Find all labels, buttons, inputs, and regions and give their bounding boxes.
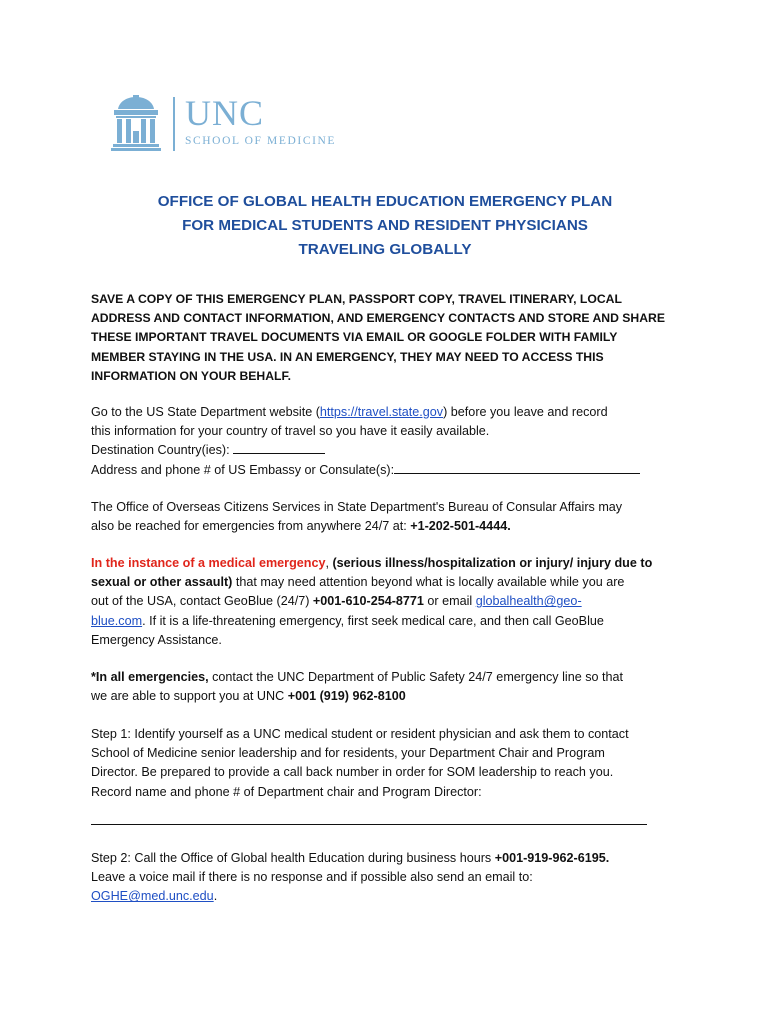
state-dept-line-1 [91,403,691,422]
medical-emergency-heading: In the instance of a medical emergency [91,556,326,570]
travel-state-gov-link[interactable]: https://travel.state.gov [319,405,444,419]
logo-divider [173,97,175,151]
all-emergencies-line-1 [91,668,691,687]
logo-wordmark [185,95,336,147]
logo-subtitle: SCHOOL OF MEDICINE [185,135,337,147]
embassy-label: Address and phone # of US Embassy or Consulate(s): [91,462,395,477]
step-1-section [91,725,691,802]
state-dept-text: Go to the US State Department website ( [91,405,320,419]
overseas-section [91,498,691,536]
save-notice-line: MEMBER STAYING IN THE USA. IN AN EMERGENCY, THEY MAY NEED TO ACCESS THIS [91,349,604,364]
medical-line-5: Emergency Assistance. [91,632,222,647]
state-dept-line-2: this information for your country of travel so you have it easily available. [91,424,490,439]
step-1-line: Record name and phone # of Department chair and Program Director: [91,784,482,799]
title-line-1: OFFICE OF GLOBAL HEALTH EDUCATION EMERGENCY PLAN [157,193,613,210]
save-notice-line: ADDRESS AND CONTACT INFORMATION, AND EMERGENCY CONTACTS AND STORE AND SHARE [91,311,665,326]
step-2-text: Step 2: Call the Office of Global health Education during business hours [91,851,495,865]
step-2-section [91,849,691,907]
destination-blank[interactable] [233,441,325,454]
medical-text: that may need attention beyond what is locally available while you are [232,575,625,590]
step-1-line: School of Medicine senior leadership and for residents, your Department Chair and Program [91,746,605,761]
medical-bold-text: (serious illness/hospitalization or injury/ injury due to [332,556,653,570]
geoblue-email-link[interactable]: blue.com [91,613,143,628]
all-emergencies-text: contact the UNC Department of Public Safety 24/7 emergency line so that [208,670,624,684]
save-notice-line: INFORMATION ON YOUR BEHALF. [91,368,291,383]
save-notice [91,290,691,386]
oghe-phone: +001-919-962-6195. [494,851,610,865]
destination-label: Destination Country(ies): [91,443,234,458]
step-2-line-1 [91,849,691,868]
department-chair-blank[interactable] [91,824,647,825]
embassy-blank[interactable] [394,461,640,474]
consular-phone: +1-202-501-4444. [410,519,511,534]
medical-text: , [325,556,333,570]
step-2-line-3 [91,887,691,906]
step-2-line-2: Leave a voice mail if there is no response and if possible also send an email to: [91,870,533,885]
unc-logo [111,95,336,155]
medical-line-1 [91,554,691,573]
document-title [0,190,770,262]
title-line-2: FOR MEDICAL STUDENTS AND RESIDENT PHYSICIANS [182,217,588,234]
oghe-email-link[interactable]: OGHE@med.unc.edu [91,889,214,904]
overseas-line-1: The Office of Overseas Citizens Services in State Department's Bureau of Consular Affairs may [91,500,623,514]
geoblue-email-link[interactable]: globalhealth@geo- [475,594,582,609]
state-department-section [91,403,691,480]
medical-text: out of the USA, contact GeoBlue (24/7) [91,594,313,609]
all-emergencies-line-2 [91,687,691,706]
medical-bold-text: sexual or other assault) [91,575,233,590]
overseas-line-2 [91,517,691,536]
all-emergencies-text: we are able to support you at UNC [91,689,288,704]
all-emergencies-heading: *In all emergencies, [91,670,209,684]
step-1-line: Step 1: Identify yourself as a UNC medical student or resident physician and ask them to contact [91,727,629,741]
medical-line-4 [91,612,691,631]
medical-text: . If it is a life-threatening emergency, first seek medical care, and then call GeoBlue [142,613,604,628]
embassy-field [91,461,691,480]
geoblue-phone: +001-610-254-8771 [312,594,424,609]
medical-line-3 [91,592,691,611]
step-1-line: Director. Be prepared to provide a call back number in order for SOM leadership to reach you. [91,765,614,780]
destination-field [91,441,691,460]
logo-name: UNC [185,93,265,133]
all-emergencies-section [91,668,691,706]
title-line-3: TRAVELING GLOBALLY [298,241,472,258]
medical-text: or email [423,594,476,609]
overseas-text: also be reached for emergencies from anywhere 24/7 at: [91,519,411,534]
step-2-text: . [213,889,218,904]
save-notice-line: THESE IMPORTANT TRAVEL DOCUMENTS VIA EMAIL OR GOOGLE FOLDER WITH FAMILY [91,330,618,345]
public-safety-phone: +001 (919) 962-8100 [287,689,406,704]
medical-emergency-section [91,554,691,650]
old-well-icon [111,95,161,151]
medical-line-2 [91,573,691,592]
save-notice-line: SAVE A COPY OF THIS EMERGENCY PLAN, PASSPORT COPY, TRAVEL ITINERARY, LOCAL [91,292,622,306]
state-dept-text: ) before you leave and record [443,405,608,419]
